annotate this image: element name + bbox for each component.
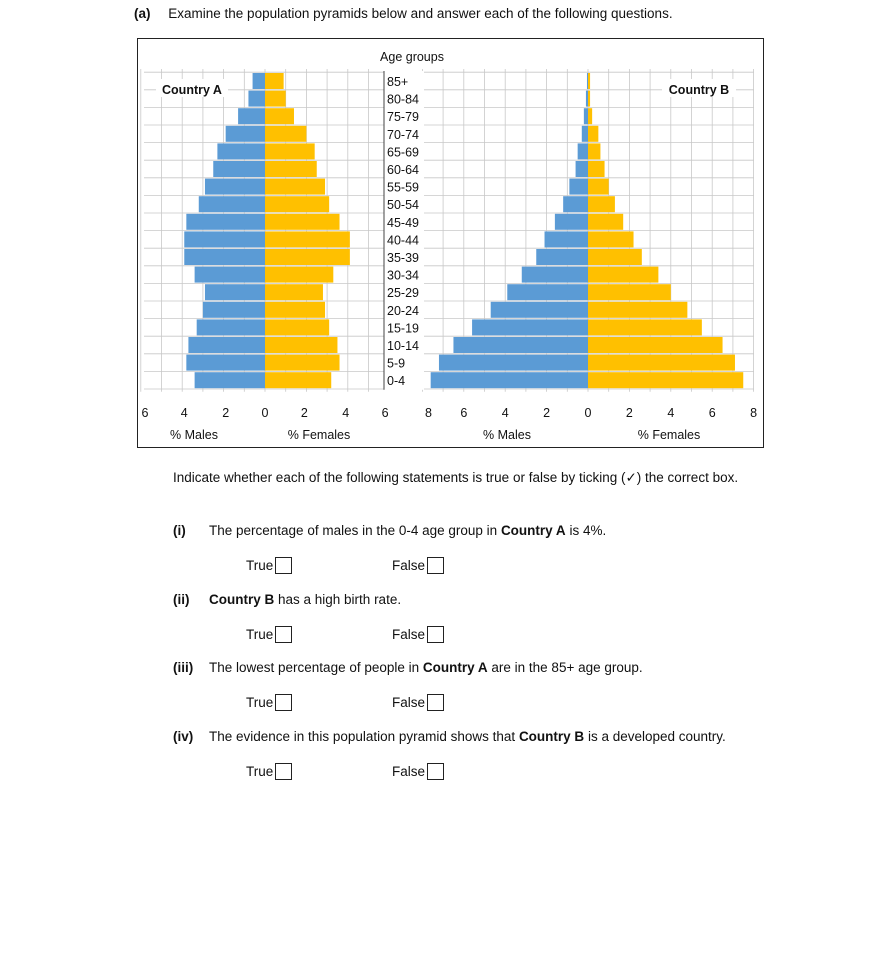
instruction-text: Indicate whether each of the following statements is true or false by ticking (✓) the correct box.: [173, 470, 739, 485]
country-a-x-tick-label: 0: [261, 406, 269, 420]
age-groups-title: Age groups: [380, 50, 444, 64]
country-a-female-bar: [265, 126, 306, 142]
question-instruction: Examine the population pyramids below and answer each of the following questions.: [168, 6, 673, 21]
q2-true-checkbox[interactable]: [275, 626, 292, 643]
country-a-female-bar: [265, 284, 323, 300]
country-b-x-tick-label: 4: [667, 406, 675, 420]
age-group-label: 55-59: [387, 180, 419, 195]
country-b-male-bar: [563, 196, 588, 212]
question-1: [173, 523, 606, 538]
country-a-female-bar: [265, 143, 315, 159]
country-a-female-bar: [265, 372, 331, 388]
country-b-x-tick-label: 0: [584, 406, 592, 420]
country-a-male-bar: [195, 267, 265, 283]
question-header: [134, 6, 673, 21]
true-label: True: [246, 695, 274, 710]
question-number: (iv): [173, 729, 194, 744]
country-a-male-bar: [184, 249, 265, 265]
country-b-male-bar: [453, 337, 588, 353]
country-a-male-bar: [248, 91, 265, 107]
question-text-pre: The lowest percentage of people in: [209, 660, 423, 675]
question-text-bold: Country B: [209, 592, 275, 607]
q2-false-checkbox[interactable]: [427, 626, 444, 643]
question-2: [173, 592, 401, 607]
country-b-females-axis-title: % Females: [637, 428, 701, 442]
country-a-female-bar: [265, 196, 329, 212]
country-b-female-bar: [588, 372, 743, 388]
country-a-title: Country A: [162, 83, 222, 97]
country-a-x-tick-label: 4: [180, 406, 188, 420]
country-a-female-bar: [265, 249, 350, 265]
country-b-male-bar: [582, 126, 588, 142]
country-b-x-tick-label: 2: [625, 406, 633, 420]
question-number: (ii): [173, 592, 190, 607]
question-text-bold: Country A: [422, 660, 488, 675]
country-b-female-bar: [588, 302, 687, 318]
q2-true-option[interactable]: [246, 626, 292, 643]
q1-false-option[interactable]: [392, 557, 444, 574]
q1-false-checkbox[interactable]: [427, 557, 444, 574]
country-a-female-bar: [265, 267, 333, 283]
true-label: True: [246, 764, 274, 779]
country-b-female-bar: [588, 267, 658, 283]
country-b-female-bar: [588, 319, 702, 335]
country-b-male-bar: [578, 143, 588, 159]
q3-false-option[interactable]: [392, 694, 444, 711]
country-b-female-bar: [588, 249, 642, 265]
country-b-male-bar: [431, 372, 588, 388]
part-label: (a): [134, 6, 151, 21]
country-a-female-bar: [265, 161, 317, 177]
country-a-female-bar: [265, 73, 284, 89]
country-b-male-bar: [491, 302, 588, 318]
q4-false-checkbox[interactable]: [427, 763, 444, 780]
country-b-male-bar: [584, 108, 588, 124]
country-a-female-bar: [265, 214, 340, 230]
age-group-label: 5-9: [387, 356, 406, 371]
q4-false-option[interactable]: [392, 763, 444, 780]
country-a-male-bar: [184, 231, 265, 247]
country-a-x-tick-label: 6: [141, 406, 149, 420]
q3-true-option[interactable]: [246, 694, 292, 711]
country-b-x-tick-label: 2: [543, 406, 551, 420]
country-b-title: Country B: [668, 83, 730, 97]
question-4: [173, 729, 726, 744]
country-a-male-bar: [238, 108, 265, 124]
age-group-label: 30-34: [387, 268, 419, 283]
country-a-x-tick-label: 6: [381, 406, 389, 420]
country-b-female-bar: [588, 143, 600, 159]
country-a-male-bar: [205, 284, 265, 300]
country-b-male-bar: [555, 214, 588, 230]
country-b-female-bar: [588, 196, 615, 212]
country-a-female-bar: [265, 231, 350, 247]
country-b-males-axis-title: % Males: [483, 428, 531, 442]
false-label: False: [392, 764, 426, 779]
country-a-females-axis-title: % Females: [287, 428, 351, 442]
question-text-pre: The evidence in this population pyramid shows that: [209, 729, 519, 744]
q3-false-checkbox[interactable]: [427, 694, 444, 711]
country-a-male-bar: [226, 126, 265, 142]
country-a-female-bar: [265, 91, 286, 107]
country-b-x-tick-label: 8: [750, 406, 758, 420]
age-group-label: 0-4: [387, 374, 406, 389]
country-b-male-bar: [586, 91, 588, 107]
true-label: True: [246, 627, 274, 642]
age-group-label: 50-54: [387, 198, 419, 213]
country-b-female-bar: [588, 337, 723, 353]
question-text-bold: Country A: [500, 523, 566, 538]
age-group-label: 80-84: [387, 92, 419, 107]
true-label: True: [246, 558, 274, 573]
country-b-male-bar: [472, 319, 588, 335]
age-group-label: 20-24: [387, 303, 419, 318]
country-b-male-bar: [439, 355, 588, 371]
age-group-label: 40-44: [387, 233, 419, 248]
question-text-post: is a developed country.: [584, 729, 726, 744]
country-a-x-tick-label: 4: [342, 406, 350, 420]
country-b-male-bar: [507, 284, 588, 300]
country-a-male-bar: [205, 179, 265, 195]
age-group-label: 60-64: [387, 163, 419, 177]
q4-true-checkbox[interactable]: [275, 763, 292, 780]
country-a-female-bar: [265, 319, 329, 335]
country-b-female-bar: [588, 355, 735, 371]
country-b-x-tick-label: 4: [501, 406, 509, 420]
age-group-label: 15-19: [387, 321, 419, 336]
false-label: False: [392, 695, 426, 710]
false-label: False: [392, 558, 426, 573]
country-a-female-bar: [265, 337, 337, 353]
country-a-male-bar: [213, 161, 265, 177]
country-b-female-bar: [588, 214, 623, 230]
country-a-male-bar: [217, 143, 265, 159]
q1-true-checkbox[interactable]: [275, 557, 292, 574]
age-group-label: 25-29: [387, 286, 419, 301]
country-b-female-bar: [588, 231, 634, 247]
country-b-male-bar: [545, 231, 588, 247]
country-a-x-tick-label: 2: [222, 406, 230, 420]
age-group-label: 10-14: [387, 339, 419, 353]
country-b-female-bar: [588, 108, 592, 124]
country-b-female-bar: [588, 161, 605, 177]
country-b-male-bar: [587, 73, 588, 89]
question-text-bold: Country B: [518, 729, 585, 744]
country-b-male-bar: [569, 179, 588, 195]
country-b-female-bar: [588, 126, 598, 142]
country-b-female-bar: [588, 91, 590, 107]
question-text-post: are in the 85+ age group.: [487, 660, 643, 675]
question-3: [173, 660, 643, 675]
question-text-post: is 4%.: [565, 523, 607, 538]
country-a-female-bar: [265, 302, 325, 318]
country-a-female-bar: [265, 355, 340, 371]
country-a-male-bar: [197, 319, 265, 335]
age-group-label: 75-79: [387, 110, 419, 125]
country-a-male-bar: [203, 302, 265, 318]
country-b-male-bar: [522, 267, 588, 283]
country-a-x-tick-label: 2: [300, 406, 308, 420]
country-b-female-bar: [588, 179, 609, 195]
country-a-male-bar: [253, 73, 265, 89]
question-number: (iii): [173, 660, 194, 675]
question-text-post: has a high birth rate.: [274, 592, 402, 607]
country-b-female-bar: [588, 284, 671, 300]
country-a-female-bar: [265, 179, 325, 195]
country-b-x-tick-label: 6: [708, 406, 716, 420]
q4-true-option[interactable]: [246, 763, 292, 780]
country-a-male-bar: [186, 355, 265, 371]
country-a-x-tick-label: 8: [425, 406, 433, 420]
population-pyramid-figure: [137, 38, 764, 448]
country-a-female-bar: [265, 108, 294, 124]
false-label: False: [392, 627, 426, 642]
population-pyramid-chart: [138, 39, 765, 449]
age-group-label: 85+: [387, 75, 409, 89]
country-b-male-bar: [576, 161, 588, 177]
question-number: (i): [173, 523, 186, 538]
question-text-pre: The percentage of males in the 0-4 age group in: [209, 523, 501, 538]
country-b-x-tick-label: 6: [460, 406, 468, 420]
age-group-label: 70-74: [387, 127, 419, 142]
country-a-male-bar: [199, 196, 265, 212]
age-group-label: 35-39: [387, 251, 419, 265]
age-group-label: 65-69: [387, 145, 419, 160]
q3-true-checkbox[interactable]: [275, 694, 292, 711]
age-group-label: 45-49: [387, 215, 419, 230]
country-b-male-bar: [536, 249, 588, 265]
country-a-male-bar: [188, 337, 265, 353]
country-a-males-axis-title: % Males: [170, 428, 218, 442]
country-a-male-bar: [195, 372, 265, 388]
country-a-male-bar: [186, 214, 265, 230]
q1-true-option[interactable]: [246, 557, 292, 574]
country-b-female-bar: [588, 73, 590, 89]
q2-false-option[interactable]: [392, 626, 444, 643]
